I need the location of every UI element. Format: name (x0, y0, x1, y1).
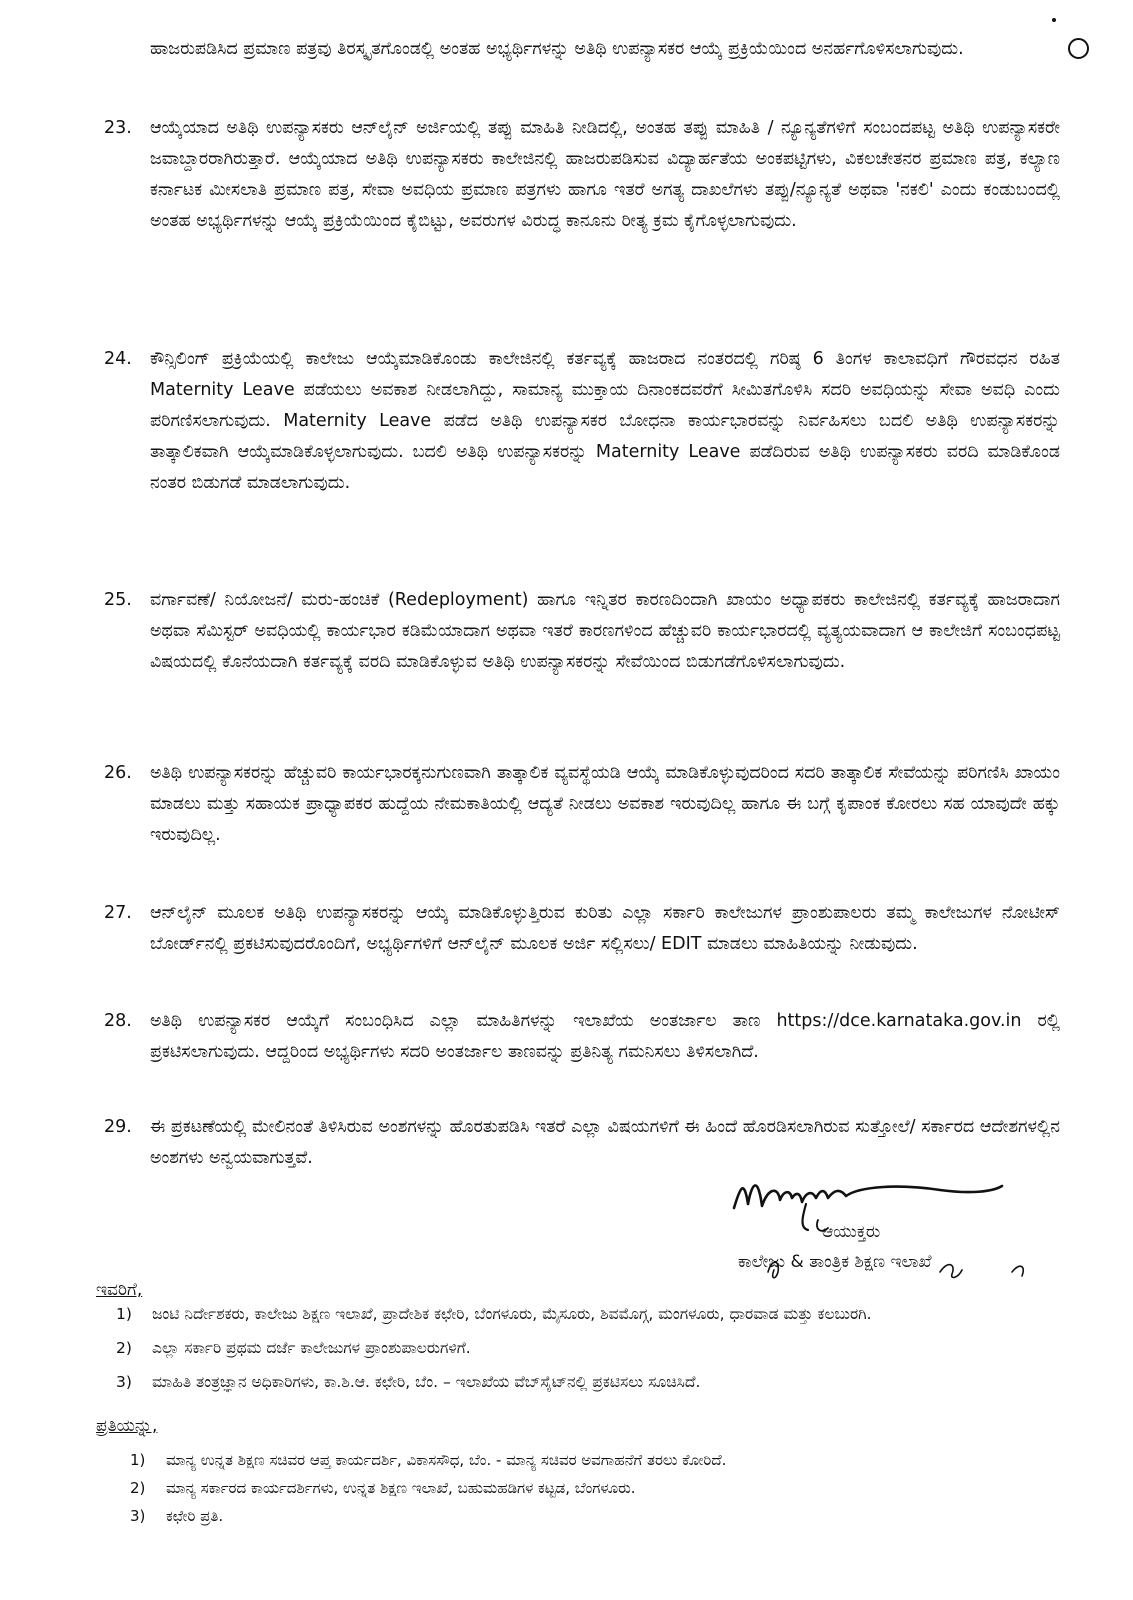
list-item-number: 2) (116, 1339, 132, 1357)
paragraph-number: 29. (104, 1117, 132, 1137)
list-item-number: 2) (130, 1479, 146, 1497)
list-item-text: ಎಲ್ಲಾ ಸರ್ಕಾರಿ ಪ್ರಥಮ ದರ್ಜೆ ಕಾಲೇಜುಗಳ ಪ್ರಾಂಶುಪಾಲರುಗಳಿಗೆ. (152, 1339, 471, 1357)
paragraph-number: 27. (104, 903, 132, 923)
paragraph-number: 26. (104, 763, 132, 783)
paragraph-text: ಅತಿಥಿ ಉಪನ್ಯಾಸಕರನ್ನು ಹೆಚ್ಚುವರಿ ಕಾರ್ಯಭಾರಕ್ಕನುಗುಣವಾಗಿ ತಾತ್ಕಾಲಿಕ ವ್ಯವಸ್ಥೆಯಡಿ ಆಯ್ಕೆ ಮಾಡಿಕೊಳ್ಳುವುದರಿಂದ ಸದರಿ ತಾತ್ಕಾಲಿಕ ಸೇವೆಯನ್ನು ಪರಿಗಣಿಸಿ ಖಾಯಂ ಮಾಡಲು ಮತ್ತು ಸಹಾಯಕ ಪ್ರಾಧ್ಯಾಪಕರ ಹುದ್ದೆಯ ನೇಮಕಾತಿಯಲ್ಲಿ ಆದ್ಯತೆ ನೀಡಲು ಅವಕಾಶ ಇರುವುದಿಲ್ಲ ಹಾಗೂ ಈ ಬಗ್ಗೆ ಕೃಪಾಂಕ ಕೋರಲು ಸಹ ಯಾವುದೇ ಹಕ್ಕು ಇರುವುದಿಲ್ಲ. (150, 763, 1060, 845)
intro-text: ಹಾಜರುಪಡಿಸಿದ ಪ್ರಮಾಣ ಪತ್ರವು ತಿರಸ್ಕೃತಗೊಂಡಲ್ಲಿ ಅಂತಹ ಅಭ್ಯರ್ಥಿಗಳನ್ನು ಅತಿಥಿ ಉಪನ್ಯಾಸಕರ ಆಯ್ಕೆ ಪ್ರಕ್ರಿಯೆಯಿಂದ ಅನರ್ಹಗೊಳಿಸಲಾಗುವುದು. (150, 39, 964, 59)
paragraph-text: ಆಯ್ಕೆಯಾದ ಅತಿಥಿ ಉಪನ್ಯಾಸಕರು ಆನ್‌ಲೈನ್ ಅರ್ಜಿಯಲ್ಲಿ ತಪ್ಪು ಮಾಹಿತಿ ನೀಡಿದಲ್ಲಿ, ಅಂತಹ ತಪ್ಪು ಮಾಹಿತಿ / ನ್ಯೂನ್ಯತೆಗಳಿಗೆ ಸಂಬಂದಪಟ್ಟ ಅತಿಥಿ ಉಪನ್ಯಾಸಕರೇ ಜವಾಬ್ದಾರರಾಗಿರುತ್ತಾರೆ. ಆಯ್ಕೆಯಾದ ಅತಿಥಿ ಉಪನ್ಯಾಸಕರು ಕಾಲೇಜಿನಲ್ಲಿ ಹಾಜರುಪಡಿಸುವ ವಿದ್ಯಾರ್ಹತೆಯ ಅಂಕಪಟ್ಟಿಗಳು, ವಿಕಲಚೇತನರ ಪ್ರಮಾಣ ಪತ್ರ, ಕಲ್ಯಾಣ ಕರ್ನಾಟಕ ಮೀಸಲಾತಿ ಪ್ರಮಾಣ ಪತ್ರ, ಸೇವಾ ಅವಧಿಯ ಪ್ರಮಾಣ ಪತ್ರಗಳು ಹಾಗೂ ಇತರೆ ಅಗತ್ಯ ದಾಖಲೆಗಳು ತಪ್ಪು/ನ್ಯೂನ್ಯತೆ ಅಥವಾ 'ನಕಲಿ' ಎಂದು ಕಂಡುಬಂದಲ್ಲಿ ಅಂತಹ ಅಭ್ಯರ್ಥಿಗಳನ್ನು ಆಯ್ಕೆ ಪ್ರಕ್ರಿಯೆಯಿಂದ ಕೈಬಿಟ್ಟು, ಅವರುಗಳ ವಿರುದ್ಧ ಕಾನೂನು ರೀತ್ಯ ಕ್ರಮ ಕೈಗೊಳ್ಳಲಾಗುವುದು. (150, 118, 1060, 231)
list-item-text: ಮಾಹಿತಿ ತಂತ್ರಜ್ಞಾನ ಅಧಿಕಾರಿಗಳು, ಕಾ.ಶಿ.ಆ. ಕಛೇರಿ, ಬೆಂ. – ಇಲಾಖೆಯ ವೆಬ್‌ಸೈಟ್‌ನಲ್ಲಿ ಪ್ರಕಟಿಸಲು ಸೂಚಿಸಿದೆ. (152, 1373, 701, 1391)
list-item (130, 1474, 1060, 1502)
paragraph-text: ಕೌನ್ಸಿಲಿಂಗ್ ಪ್ರಕ್ರಿಯೆಯಲ್ಲಿ ಕಾಲೇಜು ಆಯ್ಕೆಮಾಡಿಕೊಂಡು ಕಾಲೇಜಿನಲ್ಲಿ ಕರ್ತವ್ಯಕ್ಕೆ ಹಾಜರಾದ ನಂತರದಲ್ಲಿ ಗರಿಷ್ಠ 6 ತಿಂಗಳ ಕಾಲಾವಧಿಗೆ ಗೌರವಧನ ರಹಿತ Maternity Leave ಪಡೆಯಲು ಅವಕಾಶ ನೀಡಲಾಗಿದ್ದು, ಸಾಮಾನ್ಯ ಮುಕ್ತಾಯ ದಿನಾಂಕದವರೆಗೆ ಸೀಮಿತಗೊಳಿಸಿ ಸದರಿ ಅವಧಿಯನ್ನು ಸೇವಾ ಅವಧಿ ಎಂದು ಪರಿಗಣಿಸಲಾಗುವುದು. Maternity Leave ಪಡೆದ ಅತಿಥಿ ಉಪನ್ಯಾಸಕರ ಬೋಧನಾ ಕಾರ್ಯಭಾರವನ್ನು ನಿರ್ವಹಿಸಲು ಬದಲಿ ಅತಿಥಿ ಉಪನ್ಯಾಸಕರನ್ನು ತಾತ್ಕಾಲಿಕವಾಗಿ ಆಯ್ಕೆಮಾಡಿಕೊಳ್ಳಲಾಗುವುದು. ಬದಲಿ ಅತಿಥಿ ಉಪನ್ಯಾಸಕರನ್ನು Maternity Leave ಪಡೆದಿರುವ ಅತಿಥಿ ಉಪನ್ಯಾಸಕರು ವರದಿ ಮಾಡಿಕೊಂಡ ನಂತರ ಬಿಡುಗಡೆ ಮಾಡಲಾಗುವುದು. (150, 349, 1060, 493)
scan-speck (1052, 18, 1056, 22)
handwritten-signature (730, 1168, 1070, 1298)
list-item-number: 1) (116, 1305, 132, 1323)
to-heading: ಇವರಿಗೆ, (96, 1280, 143, 1300)
paragraph-28 (104, 1006, 1060, 1068)
paragraph-number: 28. (104, 1011, 132, 1031)
paragraph-29 (104, 1112, 1060, 1174)
list-item (130, 1446, 1060, 1474)
signature-block (730, 1168, 1070, 1298)
paragraph-26 (104, 758, 1060, 851)
circle-mark-icon (1068, 38, 1089, 59)
signatory-department: ಕಾಲೇಜು & ತಾಂತ್ರಿಕ ಶಿಕ್ಷಣ ಇಲಾಖೆ (738, 1252, 932, 1272)
paragraph-24 (104, 344, 1060, 499)
paragraph-25 (104, 585, 1060, 678)
paragraph-number: 24. (104, 349, 132, 369)
signatory-designation: ಆಯುಕ್ತರು (822, 1222, 881, 1242)
list-item-text: ಮಾನ್ಯ ಸರ್ಕಾರದ ಕಾರ್ಯದರ್ಶಿಗಳು, ಉನ್ನತ ಶಿಕ್ಷಣ ಇಲಾಖೆ, ಬಹುಮಹಡಿಗಳ ಕಟ್ಟಡ, ಬೆಂಗಳೂರು. (166, 1479, 636, 1497)
paragraph-text: ಈ ಪ್ರಕಟಣೆಯಲ್ಲಿ ಮೇಲಿನಂತೆ ತಿಳಿಸಿರುವ ಅಂಶಗಳನ್ನು ಹೊರತುಪಡಿಸಿ ಇತರೆ ಎಲ್ಲಾ ವಿಷಯಗಳಿಗೆ ಈ ಹಿಂದೆ ಹೊರಡಿಸಲಾಗಿರುವ ಸುತ್ತೋಲೆ/ ಸರ್ಕಾರದ ಆದೇಶಗಳಲ್ಲಿನ ಅಂಶಗಳು ಅನ್ವಯವಾಗುತ್ತವೆ. (150, 1117, 1060, 1168)
list-item-number: 3) (116, 1373, 132, 1391)
list-item-text: ಮಾನ್ಯ ಉನ್ನತ ಶಿಕ್ಷಣ ಸಚಿವರ ಆಪ್ತ ಕಾರ್ಯದರ್ಶಿ, ವಿಕಾಸಸೌಧ, ಬೆಂ. - ಮಾನ್ಯ ಸಚಿವರ ಅವಗಾಹನೆಗೆ ತರಲು ಕೋರಿದೆ. (166, 1451, 727, 1469)
paragraph-23 (104, 113, 1060, 237)
to-list (116, 1300, 1061, 1396)
copy-list (130, 1446, 1060, 1530)
copy-heading: ಪ್ರತಿಯನ್ನು, (96, 1416, 158, 1436)
paragraph-number: 25. (104, 590, 132, 610)
paragraph-27 (104, 898, 1060, 960)
list-item-number: 1) (130, 1451, 146, 1469)
list-item-number: 3) (130, 1507, 146, 1525)
list-item (130, 1502, 1060, 1530)
paragraph-text: ವರ್ಗಾವಣೆ/ ನಿಯೋಜನೆ/ ಮರು-ಹಂಚಿಕೆ (Redeployment) ಹಾಗೂ ಇನ್ನಿತರ ಕಾರಣದಿಂದಾಗಿ ಖಾಯಂ ಅಧ್ಯಾಪಕರು ಕಾಲೇಜಿನಲ್ಲಿ ಕರ್ತವ್ಯಕ್ಕೆ ಹಾಜರಾದಾಗ ಅಥವಾ ಸೆಮಿಸ್ಟರ್ ಅವಧಿಯಲ್ಲಿ ಕಾರ್ಯಭಾರ ಕಡಿಮೆಯಾದಾಗ ಅಥವಾ ಇತರೆ ಕಾರಣಗಳಿಂದ ಹೆಚ್ಚುವರಿ ಕಾರ್ಯಭಾರದಲ್ಲಿ ವ್ಯತ್ಯಯವಾದಾಗ ಆ ಕಾಲೇಜಿಗೆ ಸಂಬಂಧಪಟ್ಟ ವಿಷಯದಲ್ಲಿ ಕೊನೆಯದಾಗಿ ಕರ್ತವ್ಯಕ್ಕೆ ವರದಿ ಮಾಡಿಕೊಳ್ಳುವ ಅತಿಥಿ ಉಪನ್ಯಾಸಕರನ್ನು ಸೇವೆಯಿಂದ ಬಿಡುಗಡೆಗೊಳಿಸಲಾಗುವುದು. (150, 590, 1060, 672)
list-item-text: ಜಂಟಿ ನಿರ್ದೇಶಕರು, ಕಾಲೇಜು ಶಿಕ್ಷಣ ಇಲಾಖೆ, ಪ್ರಾದೇಶಿಕ ಕಛೇರಿ, ಬೆಂಗಳೂರು, ಮೈಸೂರು, ಶಿವಮೊಗ್ಗ, ಮಂಗಳೂರು, ಧಾರವಾಡ ಮತ್ತು ಕಲಬುರಗಿ. (152, 1305, 872, 1323)
list-item (116, 1334, 1061, 1362)
list-item-text: ಕಛೇರಿ ಪ್ರತಿ. (166, 1507, 224, 1525)
list-item (116, 1368, 1061, 1396)
paragraph-number: 23. (104, 118, 132, 138)
paragraph-text: ಆನ್‌ಲೈನ್ ಮೂಲಕ ಅತಿಥಿ ಉಪನ್ಯಾಸಕರನ್ನು ಆಯ್ಕೆ ಮಾಡಿಕೊಳ್ಳುತ್ತಿರುವ ಕುರಿತು ಎಲ್ಲಾ ಸರ್ಕಾರಿ ಕಾಲೇಜುಗಳ ಪ್ರಾಂಶುಪಾಲರು ತಮ್ಮ ಕಾಲೇಜುಗಳ ನೋಟೀಸ್ ಬೋರ್ಡ್‌ನಲ್ಲಿ ಪ್ರಕಟಿಸುವುದರೊಂದಿಗೆ, ಅಭ್ಯರ್ಥಿಗಳಿಗೆ ಆನ್‌ಲೈನ್ ಮೂಲಕ ಅರ್ಜಿ ಸಲ್ಲಿಸಲು/ EDIT ಮಾಡಲು ಮಾಹಿತಿಯನ್ನು ನೀಡುವುದು. (150, 903, 1060, 954)
list-item (116, 1300, 1061, 1328)
paragraph-text: ಅತಿಥಿ ಉಪನ್ಯಾಸಕರ ಆಯ್ಕೆಗೆ ಸಂಬಂಧಿಸಿದ ಎಲ್ಲಾ ಮಾಹಿತಿಗಳನ್ನು ಇಲಾಖೆಯ ಅಂತರ್ಜಾಲ ತಾಣ https://dce.karnataka.gov.in ರಲ್ಲಿ ಪ್ರಕಟಿಸಲಾಗುವುದು. ಆದ್ದರಿಂದ ಅಭ್ಯರ್ಥಿಗಳು ಸದರಿ ಅಂತರ್ಜಾಲ ತಾಣವನ್ನು ಪ್ರತಿನಿತ್ಯ ಗಮನಿಸಲು ತಿಳಿಸಲಾಗಿದೆ. (150, 1011, 1060, 1062)
